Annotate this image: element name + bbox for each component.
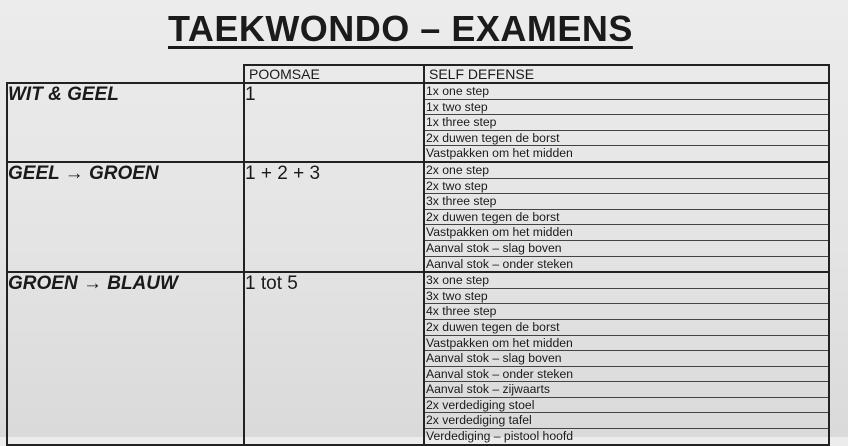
self-defense-cell: [424, 162, 829, 272]
list-item: Vastpakken om het midden: [426, 146, 573, 161]
list-item: 1x two step: [425, 100, 828, 116]
poomsae-cell: 1: [244, 83, 424, 162]
header-poomsae: POOMSAE: [244, 65, 424, 83]
list-item: 2x duwen tegen de borst: [425, 210, 828, 226]
list-item: 2x verdediging tafel: [425, 413, 828, 429]
level-cell: WIT & GEEL: [7, 83, 244, 162]
list-item: Aanval stok – onder steken: [425, 367, 828, 383]
list-item: 2x duwen tegen de borst: [425, 320, 828, 336]
page-title: TAEKWONDO – EXAMENS: [168, 8, 633, 49]
header-blank-cell: [7, 65, 244, 83]
list-item: Verdediging – pistool hoofd: [426, 429, 574, 444]
list-item: Aanval stok – slag boven: [425, 241, 828, 257]
list-item: 2x one step: [425, 163, 828, 179]
list-item: 3x three step: [425, 194, 828, 210]
list-item: Aanval stok – zijwaarts: [425, 382, 828, 398]
table-row: [7, 83, 829, 162]
table-row: [7, 272, 829, 445]
list-item: 1x one step: [425, 84, 828, 100]
list-item: Vastpakken om het midden: [425, 336, 828, 352]
list-item: Aanval stok – slag boven: [425, 351, 828, 367]
list-item: 2x duwen tegen de borst: [425, 131, 828, 147]
list-item: 2x verdediging stoel: [425, 398, 828, 414]
poomsae-cell: 1 tot 5: [244, 272, 424, 445]
list-item: 3x two step: [425, 289, 828, 305]
self-defense-cell: [424, 83, 829, 162]
self-defense-cell: [424, 272, 829, 445]
list-item: Aanval stok – onder steken: [426, 256, 574, 271]
exam-table: [6, 64, 830, 446]
table-row: [7, 162, 829, 272]
list-item: 3x one step: [425, 273, 828, 289]
level-cell: GROEN → BLAUW: [7, 272, 244, 445]
list-item: 4x three step: [425, 304, 828, 320]
list-item: Vastpakken om het midden: [425, 225, 828, 241]
table-header-row: [7, 65, 829, 83]
list-item: 2x two step: [425, 179, 828, 195]
list-item: 1x three step: [425, 115, 828, 131]
poomsae-cell: 1 + 2 + 3: [244, 162, 424, 272]
header-self-defense: SELF DEFENSE: [424, 65, 829, 83]
level-cell: GEEL → GROEN: [7, 162, 244, 272]
